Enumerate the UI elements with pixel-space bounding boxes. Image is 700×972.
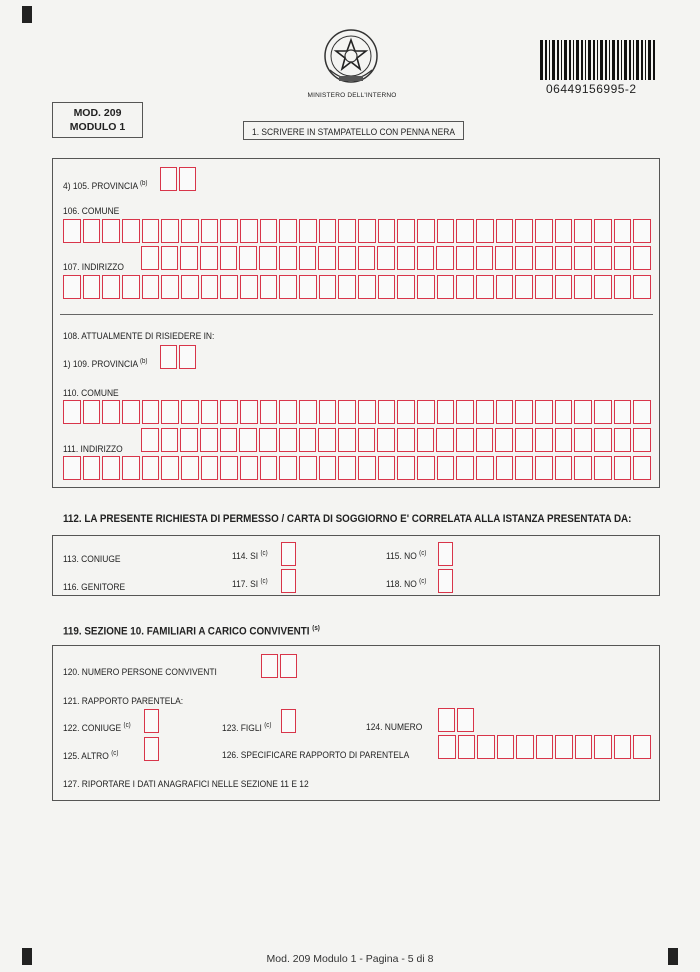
no2-label: 118. NO $^{(c)}$	[386, 578, 427, 591]
si2-label: 117. SI $^{(c)}$	[232, 578, 268, 591]
riportare-label: 127. RIPORTARE I DATI ANAGRAFICI NELLE SEZIONE 11 E 12	[63, 779, 309, 790]
char-box[interactable]	[633, 456, 651, 480]
char-box[interactable]	[417, 246, 435, 270]
char-box[interactable]	[437, 219, 455, 243]
char-box[interactable]	[358, 275, 376, 299]
registration-marker-top-left	[22, 6, 32, 23]
provincia2-boxes[interactable]	[160, 345, 198, 369]
char-box[interactable]	[201, 275, 219, 299]
char-box[interactable]	[261, 654, 278, 678]
barcode-icon	[540, 40, 658, 80]
char-box[interactable]	[83, 275, 101, 299]
char-box[interactable]	[122, 219, 140, 243]
char-box[interactable]	[260, 219, 278, 243]
numero-boxes[interactable]	[438, 708, 476, 732]
char-box[interactable]	[338, 219, 356, 243]
char-box[interactable]	[633, 275, 651, 299]
barcode-bar	[540, 40, 543, 80]
char-box[interactable]	[102, 219, 120, 243]
char-box[interactable]	[378, 456, 396, 480]
char-box[interactable]	[437, 400, 455, 424]
char-box[interactable]	[358, 246, 376, 270]
no1-box[interactable]	[438, 542, 455, 566]
char-box[interactable]	[102, 275, 120, 299]
char-box[interactable]	[614, 400, 632, 424]
char-box[interactable]	[200, 428, 218, 452]
char-box[interactable]	[477, 735, 495, 759]
char-box[interactable]	[438, 708, 455, 732]
char-box[interactable]	[555, 275, 573, 299]
char-box[interactable]	[299, 456, 317, 480]
republic-emblem-icon	[322, 26, 380, 88]
char-box[interactable]	[102, 400, 120, 424]
char-box[interactable]	[358, 400, 376, 424]
barcode-bar	[648, 40, 651, 80]
barcode-bar	[653, 40, 655, 80]
char-box[interactable]	[378, 219, 396, 243]
char-box[interactable]	[220, 275, 238, 299]
char-box[interactable]	[594, 246, 612, 270]
char-box[interactable]	[299, 428, 317, 452]
barcode-bar	[612, 40, 615, 80]
char-box[interactable]	[102, 456, 120, 480]
char-box[interactable]	[574, 400, 592, 424]
barcode-bar	[609, 40, 610, 80]
coniuge-c-box[interactable]	[144, 709, 161, 733]
specificare-boxes[interactable]	[438, 735, 653, 759]
char-box[interactable]	[476, 275, 494, 299]
char-box[interactable]	[358, 219, 376, 243]
char-box[interactable]	[142, 219, 160, 243]
char-box[interactable]	[458, 735, 476, 759]
char-box[interactable]	[456, 428, 474, 452]
char-box[interactable]	[633, 735, 651, 759]
char-box[interactable]	[456, 275, 474, 299]
char-box[interactable]	[318, 246, 336, 270]
char-box[interactable]	[279, 275, 297, 299]
char-box[interactable]	[574, 456, 592, 480]
char-box[interactable]	[122, 456, 140, 480]
char-box[interactable]	[259, 428, 277, 452]
barcode-bar	[617, 40, 619, 80]
barcode-number: 06449156995-2	[546, 82, 637, 96]
section-divider	[60, 314, 653, 315]
char-box[interactable]	[122, 275, 140, 299]
char-box[interactable]	[594, 275, 612, 299]
char-box[interactable]	[161, 219, 179, 243]
char-box[interactable]	[83, 219, 101, 243]
char-box[interactable]	[614, 219, 632, 243]
barcode-bar	[545, 40, 547, 80]
char-box[interactable]	[299, 219, 317, 243]
char-box[interactable]	[280, 654, 297, 678]
char-box[interactable]	[142, 400, 160, 424]
char-box[interactable]	[476, 428, 494, 452]
char-box[interactable]	[594, 428, 612, 452]
char-box[interactable]	[281, 569, 296, 593]
barcode-bar	[629, 40, 631, 80]
char-box[interactable]	[438, 542, 453, 566]
ministry-label: MINISTERO DELL'INTERNO	[307, 92, 397, 99]
char-box[interactable]	[515, 400, 533, 424]
char-box[interactable]	[220, 219, 238, 243]
char-box[interactable]	[319, 456, 337, 480]
char-box[interactable]	[358, 428, 376, 452]
char-box[interactable]	[180, 428, 198, 452]
char-box[interactable]	[594, 400, 612, 424]
module-label-line1: MOD. 209	[73, 107, 122, 119]
barcode-bar	[645, 40, 646, 80]
char-box[interactable]	[496, 400, 514, 424]
char-box[interactable]	[161, 400, 179, 424]
char-box[interactable]	[417, 400, 435, 424]
char-box[interactable]	[281, 542, 296, 566]
char-box[interactable]	[338, 428, 356, 452]
char-box[interactable]	[436, 428, 454, 452]
char-box[interactable]	[476, 246, 494, 270]
char-box[interactable]	[220, 428, 238, 452]
char-box[interactable]	[279, 456, 297, 480]
comune2-label: 110. COMUNE	[63, 388, 119, 399]
char-box[interactable]	[417, 219, 435, 243]
char-box[interactable]	[279, 428, 297, 452]
char-box[interactable]	[397, 246, 415, 270]
char-box[interactable]	[239, 428, 257, 452]
char-box[interactable]	[397, 400, 415, 424]
char-box[interactable]	[516, 735, 534, 759]
char-box[interactable]	[555, 246, 573, 270]
barcode-bar	[593, 40, 595, 80]
char-box[interactable]	[417, 456, 435, 480]
char-box[interactable]	[555, 456, 573, 480]
char-box[interactable]	[240, 219, 258, 243]
indirizzo2-boxes-line2[interactable]	[63, 456, 653, 480]
char-box[interactable]	[456, 456, 474, 480]
barcode-bar	[549, 40, 550, 80]
barcode-bar	[552, 40, 555, 80]
char-box[interactable]	[438, 569, 453, 593]
barcode-bar	[569, 40, 571, 80]
char-box[interactable]	[555, 400, 573, 424]
specificare-label: 126. SPECIFICARE RAPPORTO DI PARENTELA	[222, 750, 410, 761]
char-box[interactable]	[319, 219, 337, 243]
char-box[interactable]	[160, 345, 177, 369]
indirizzo2-boxes-line1[interactable]	[141, 428, 653, 452]
char-box[interactable]	[437, 275, 455, 299]
char-box[interactable]	[574, 246, 592, 270]
no1-label: 115. NO $^{(c)}$	[386, 550, 427, 563]
module-label-box	[52, 102, 143, 138]
char-box[interactable]	[574, 275, 592, 299]
barcode-bar	[585, 40, 586, 80]
char-box[interactable]	[437, 456, 455, 480]
char-box[interactable]	[457, 708, 474, 732]
char-box[interactable]	[535, 275, 553, 299]
figli-label: 123. FIGLI $^{(c)}$	[222, 722, 272, 735]
char-box[interactable]	[180, 246, 198, 270]
altro-label: 125. ALTRO $^{(c)}$	[63, 750, 119, 763]
char-box[interactable]	[161, 428, 179, 452]
genitore-label: 116. GENITORE	[63, 582, 126, 593]
char-box[interactable]	[496, 456, 514, 480]
figli-box[interactable]	[281, 709, 298, 733]
char-box[interactable]	[535, 246, 553, 270]
char-box[interactable]	[614, 275, 632, 299]
correlation-section-frame	[52, 535, 660, 596]
char-box[interactable]	[181, 219, 199, 243]
char-box[interactable]	[201, 400, 219, 424]
char-box[interactable]	[279, 400, 297, 424]
instruction-text: 1. SCRIVERE IN STAMPATELLO CON PENNA NERA	[252, 126, 456, 137]
char-box[interactable]	[338, 246, 356, 270]
comune2-boxes[interactable]	[63, 400, 653, 424]
char-box[interactable]	[476, 400, 494, 424]
char-box[interactable]	[536, 735, 554, 759]
barcode-bar	[597, 40, 598, 80]
char-box[interactable]	[574, 428, 592, 452]
module-label-line2: MODULO 1	[69, 121, 126, 133]
char-box[interactable]	[633, 246, 651, 270]
char-box[interactable]	[240, 456, 258, 480]
char-box[interactable]	[318, 428, 336, 452]
char-box[interactable]	[535, 456, 553, 480]
si1-label: 114. SI $^{(c)}$	[232, 550, 268, 563]
coniuge-label: 113. CONIUGE	[63, 554, 121, 565]
comune-boxes[interactable]	[63, 219, 653, 243]
char-box[interactable]	[397, 219, 415, 243]
char-box[interactable]	[476, 456, 494, 480]
char-box[interactable]	[338, 456, 356, 480]
char-box[interactable]	[417, 275, 435, 299]
char-box[interactable]	[614, 246, 632, 270]
char-box[interactable]	[259, 246, 277, 270]
no2-box[interactable]	[438, 569, 455, 593]
familiari-heading: 119. SEZIONE 10. FAMILIARI A CARICO CONVIVENTI $^{(s)}$	[63, 625, 320, 638]
char-box[interactable]	[299, 400, 317, 424]
barcode-bar	[621, 40, 622, 80]
numero-persone-boxes[interactable]	[261, 654, 299, 678]
char-box[interactable]	[319, 400, 337, 424]
char-box[interactable]	[260, 275, 278, 299]
char-box[interactable]	[495, 246, 513, 270]
char-box[interactable]	[201, 456, 219, 480]
char-box[interactable]	[142, 456, 160, 480]
numero-label: 124. NUMERO	[366, 722, 423, 733]
char-box[interactable]	[614, 428, 632, 452]
char-box[interactable]	[161, 275, 179, 299]
barcode-bar	[636, 40, 639, 80]
barcode-bar	[573, 40, 574, 80]
char-box[interactable]	[438, 735, 456, 759]
char-box[interactable]	[555, 219, 573, 243]
char-box[interactable]	[220, 456, 238, 480]
barcode-bar	[564, 40, 567, 80]
char-box[interactable]	[497, 735, 515, 759]
char-box[interactable]	[299, 246, 317, 270]
char-box[interactable]	[614, 456, 632, 480]
barcode-bar	[557, 40, 559, 80]
char-box[interactable]	[240, 275, 258, 299]
char-box[interactable]	[161, 246, 179, 270]
correlation-heading: 112. LA PRESENTE RICHIESTA DI PERMESSO / CARTA DI SOGGIORNO E' CORRELATA ALLA ISTANZA PRESENTATA DA:	[63, 513, 632, 525]
char-box[interactable]	[299, 275, 317, 299]
char-box[interactable]	[377, 246, 395, 270]
barcode-bar	[561, 40, 562, 80]
si2-box[interactable]	[281, 569, 298, 593]
barcode-bar	[641, 40, 643, 80]
char-box[interactable]	[144, 737, 159, 761]
char-box[interactable]	[260, 400, 278, 424]
instruction-box	[243, 121, 464, 140]
provincia-boxes[interactable]	[160, 167, 198, 191]
char-box[interactable]	[594, 219, 612, 243]
char-box[interactable]	[201, 219, 219, 243]
char-box[interactable]	[515, 456, 533, 480]
indirizzo-label: 107. INDIRIZZO	[63, 262, 124, 273]
char-box[interactable]	[63, 456, 81, 480]
char-box[interactable]	[555, 735, 573, 759]
barcode-bar	[605, 40, 607, 80]
char-box[interactable]	[633, 219, 651, 243]
char-box[interactable]	[260, 456, 278, 480]
barcode-bar	[588, 40, 591, 80]
altro-box[interactable]	[144, 737, 161, 761]
char-box[interactable]	[496, 275, 514, 299]
char-box[interactable]	[161, 456, 179, 480]
char-box[interactable]	[122, 400, 140, 424]
char-box[interactable]	[377, 428, 395, 452]
char-box[interactable]	[515, 428, 533, 452]
char-box[interactable]	[436, 246, 454, 270]
char-box[interactable]	[220, 246, 238, 270]
provincia2-label: 1) 109. PROVINCIA $^{(b)}$	[63, 358, 148, 371]
char-box[interactable]	[240, 400, 258, 424]
barcode-bar	[600, 40, 603, 80]
comune-label: 106. COMUNE	[63, 206, 120, 217]
char-box[interactable]	[496, 219, 514, 243]
char-box[interactable]	[338, 275, 356, 299]
indirizzo2-label: 111. INDIRIZZO	[63, 444, 123, 455]
char-box[interactable]	[279, 219, 297, 243]
barcode-bar	[633, 40, 634, 80]
char-box[interactable]	[181, 456, 199, 480]
char-box[interactable]	[397, 456, 415, 480]
char-box[interactable]	[181, 400, 199, 424]
char-box[interactable]	[338, 400, 356, 424]
char-box[interactable]	[378, 275, 396, 299]
char-box[interactable]	[83, 456, 101, 480]
char-box[interactable]	[279, 246, 297, 270]
char-box[interactable]	[575, 735, 593, 759]
char-box[interactable]	[142, 275, 160, 299]
char-box[interactable]	[181, 275, 199, 299]
numero-persone-label: 120. NUMERO PERSONE CONVIVENTI	[63, 667, 217, 678]
coniuge-c-label: 122. CONIUGE $^{(c)}$	[63, 722, 131, 735]
char-box[interactable]	[535, 400, 553, 424]
char-box[interactable]	[83, 400, 101, 424]
char-box[interactable]	[179, 345, 196, 369]
char-box[interactable]	[535, 219, 553, 243]
char-box[interactable]	[397, 275, 415, 299]
char-box[interactable]	[594, 456, 612, 480]
barcode-bar	[624, 40, 627, 80]
char-box[interactable]	[614, 735, 632, 759]
char-box[interactable]	[456, 246, 474, 270]
char-box[interactable]	[179, 167, 196, 191]
char-box[interactable]	[456, 400, 474, 424]
attualmente-label: 108. ATTUALMENTE DI RISIEDERE IN:	[63, 331, 215, 342]
char-box[interactable]	[200, 246, 218, 270]
char-box[interactable]	[319, 275, 337, 299]
char-box[interactable]	[281, 709, 296, 733]
char-box[interactable]	[495, 428, 513, 452]
indirizzo-boxes-line2[interactable]	[63, 275, 653, 299]
char-box[interactable]	[63, 219, 81, 243]
char-box[interactable]	[555, 428, 573, 452]
char-box[interactable]	[63, 400, 81, 424]
char-box[interactable]	[535, 428, 553, 452]
barcode-bar	[576, 40, 579, 80]
page-footer: Mod. 209 Modulo 1 - Pagina - 5 di 8	[266, 953, 434, 965]
char-box[interactable]	[633, 400, 651, 424]
char-box[interactable]	[141, 428, 159, 452]
char-box[interactable]	[239, 246, 257, 270]
char-box[interactable]	[358, 456, 376, 480]
char-box[interactable]	[144, 709, 159, 733]
char-box[interactable]	[220, 400, 238, 424]
provincia-label: 4) 105. PROVINCIA $^{(b)}$	[63, 180, 148, 193]
char-box[interactable]	[574, 219, 592, 243]
indirizzo-boxes-line1[interactable]	[141, 246, 653, 270]
barcode-bar	[581, 40, 583, 80]
char-box[interactable]	[633, 428, 651, 452]
char-box[interactable]	[515, 246, 533, 270]
char-box[interactable]	[63, 275, 81, 299]
char-box[interactable]	[417, 428, 435, 452]
char-box[interactable]	[397, 428, 415, 452]
si1-box[interactable]	[281, 542, 298, 566]
rapporto-label: 121. RAPPORTO PARENTELA:	[63, 696, 184, 707]
char-box[interactable]	[141, 246, 159, 270]
char-box[interactable]	[378, 400, 396, 424]
char-box[interactable]	[160, 167, 177, 191]
char-box[interactable]	[456, 219, 474, 243]
char-box[interactable]	[476, 219, 494, 243]
char-box[interactable]	[594, 735, 612, 759]
char-box[interactable]	[515, 275, 533, 299]
char-box[interactable]	[515, 219, 533, 243]
